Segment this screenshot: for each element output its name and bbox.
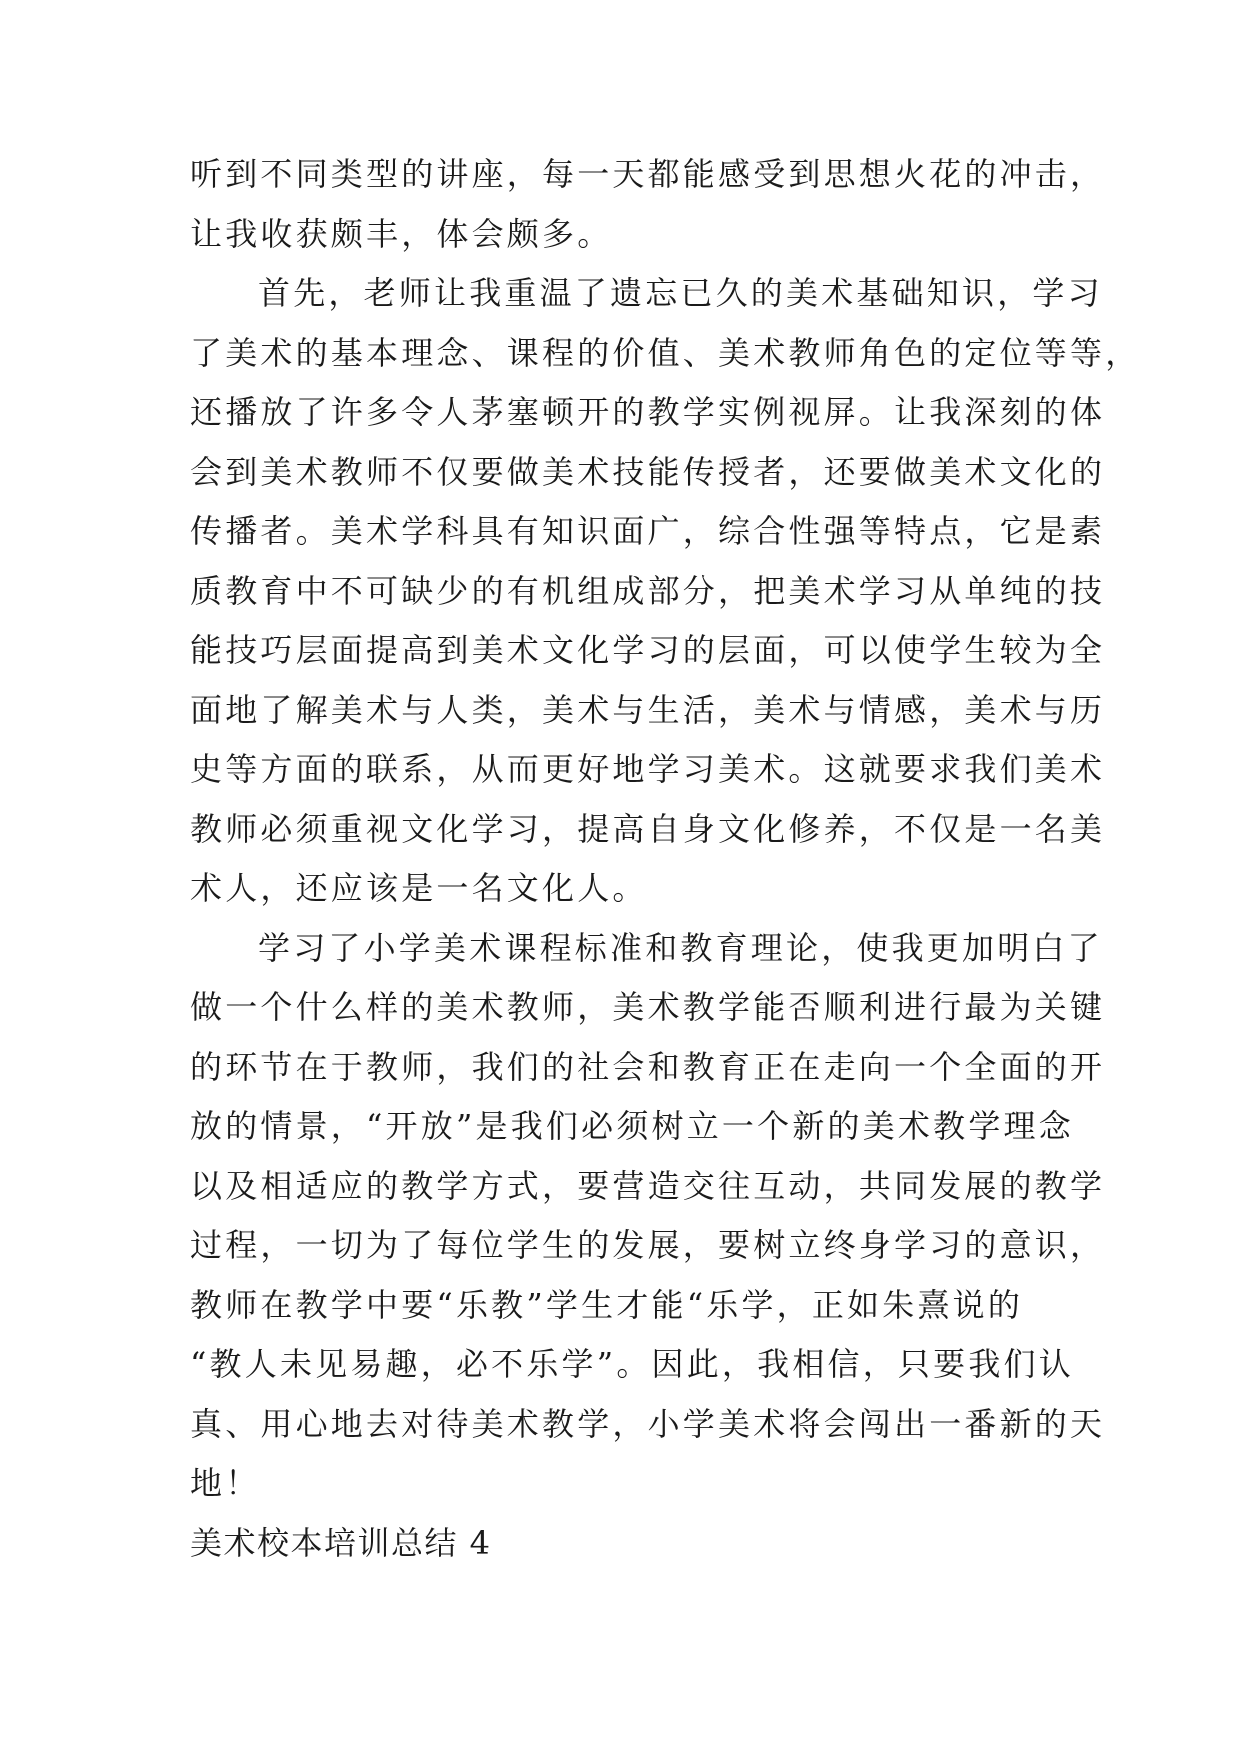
paragraph-line: “教人未见易趣，必不乐学”。因此，我相信，只要我们认 — [190, 1345, 1074, 1383]
paragraph-line: 做一个什么样的美术教师，美术教学能否顺利进行最为关键 — [190, 988, 1106, 1026]
paragraph-line: 史等方面的联系，从而更好地学习美术。这就要求我们美术 — [190, 750, 1106, 788]
paragraph-line: 教师必须重视文化学习，提高自身文化修养，不仅是一名美 — [190, 810, 1106, 848]
paragraph-line: 学习了小学美术课程标准和教育理论，使我更加明白了 — [258, 929, 1103, 967]
section-heading: 美术校本培训总结 4 — [190, 1524, 492, 1562]
paragraph-line: 会到美术教师不仅要做美术技能传授者，还要做美术文化的 — [190, 453, 1106, 491]
paragraph-line: 教师在教学中要“乐教”学生才能“乐学，正如朱熹说的 — [190, 1286, 1024, 1324]
paragraph-line: 真、用心地去对待美术教学，小学美术将会闯出一番新的天 — [190, 1405, 1106, 1443]
paragraph-line: 面地了解美术与人类，美术与生活，美术与情感，美术与历 — [190, 691, 1106, 729]
paragraph-line: 地！ — [190, 1464, 261, 1502]
paragraph-line: 术人，还应该是一名文化人。 — [190, 869, 648, 907]
paragraph-line: 了美术的基本理念、课程的价值、美术教师角色的定位等等， — [190, 334, 1141, 372]
paragraph-line: 能技巧层面提高到美术文化学习的层面，可以使学生较为全 — [190, 631, 1106, 669]
paragraph-line: 还播放了许多令人茅塞顿开的教学实例视屏。让我深刻的体 — [190, 393, 1106, 431]
paragraph-line: 听到不同类型的讲座，每一天都能感受到思想火花的冲击， — [190, 155, 1106, 193]
paragraph-line: 放的情景，“开放”是我们必须树立一个新的美术教学理念 — [190, 1107, 1074, 1145]
paragraph-line: 过程，一切为了每位学生的发展，要树立终身学习的意识， — [190, 1226, 1106, 1264]
paragraph-line: 以及相适应的教学方式，要营造交往互动，共同发展的教学 — [190, 1167, 1106, 1205]
paragraph-line: 首先，老师让我重温了遗忘已久的美术基础知识，学习 — [258, 274, 1103, 312]
paragraph-line: 让我收获颇丰，体会颇多。 — [190, 215, 613, 253]
paragraph-line: 质教育中不可缺少的有机组成部分，把美术学习从单纯的技 — [190, 572, 1106, 610]
paragraph-line: 传播者。美术学科具有知识面广，综合性强等特点，它是素 — [190, 512, 1106, 550]
paragraph-line: 的环节在于教师，我们的社会和教育正在走向一个全面的开 — [190, 1048, 1106, 1086]
